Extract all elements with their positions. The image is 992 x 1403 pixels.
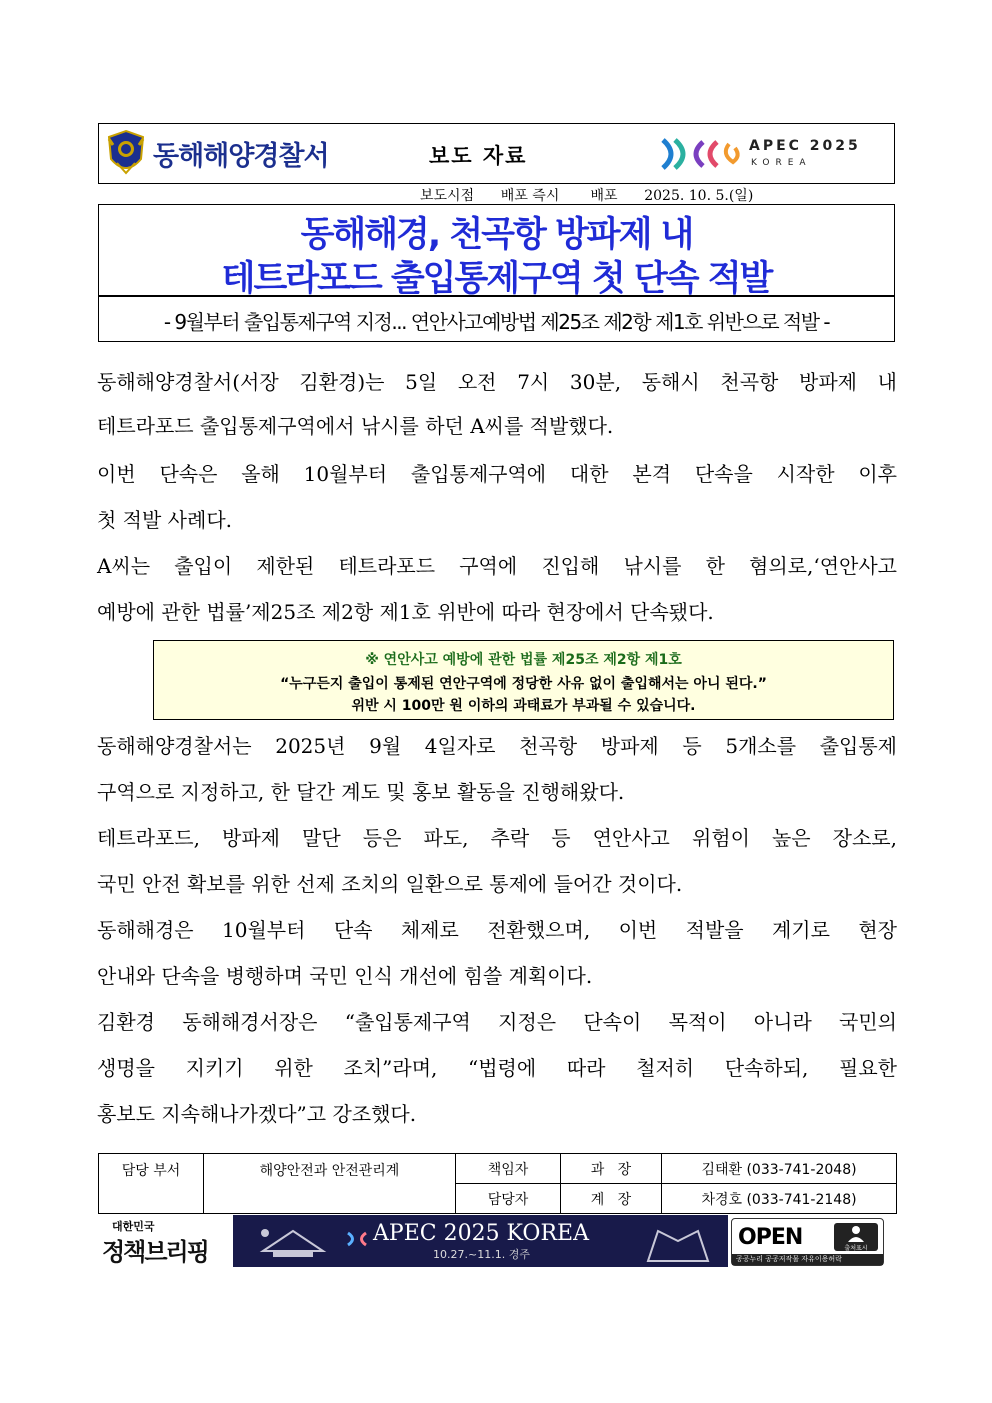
release-timing: 보도시점 배포 즉시 배포 2025. 10. 5.(일) (420, 188, 754, 204)
apec-emblem-icon (659, 134, 745, 174)
contact-person: 차경호 (033-741-2148) (662, 1184, 897, 1214)
open-sub-bar (732, 1254, 883, 1265)
para-7-line-1: 김환경 동해해경서장은 “출입통제구역 지정은 단속이 목적이 아니라 국민의 (97, 1010, 897, 1034)
para-1-line-1: 동해해양경찰서(서장 김환경)는 5일 오전 7시 30분, 동해시 천곡항 방파제 내 (97, 370, 897, 394)
para-5-line-2: 국민 안전 확보를 위한 선제 조치의 일환으로 통제에 들어간 것이다. (97, 872, 683, 896)
coast-guard-emblem-icon (107, 129, 145, 179)
brand-main: 정책브리핑 (102, 1238, 208, 1266)
contact-title: 계 장 (561, 1184, 662, 1214)
headline-line-2: 테트라포드 출입통제구역 첫 단속 적발 (221, 259, 772, 299)
law-quote: “누구든지 출입이 통제된 연안구역에 정당한 사유 없이 출입해서는 아니 된다.” (280, 676, 767, 692)
law-excerpt-box (153, 640, 894, 720)
contact-table (98, 1153, 897, 1214)
headline-box (98, 204, 895, 299)
para-4-line-1: 동해해양경찰서는 2025년 9월 4일자로 천곡항 방파제 등 5개소를 출입통제 (97, 734, 897, 758)
para-5-line-1: 테트라포드, 방파제 말단 등은 파도, 추락 등 연안사고 위험이 높은 장소로, (97, 826, 897, 850)
org-name: 동해해양경찰서 (153, 141, 329, 172)
para-6-line-2: 안내와 단속을 병행하며 국민 인식 개선에 힘쓸 계획이다. (97, 964, 593, 988)
para-6-line-1: 동해해경은 10월부터 단속 체제로 전환했으며, 이번 적발을 계기로 현장 (97, 918, 897, 942)
banner-dates: 10.27.~11.1. 경주 (433, 1248, 530, 1261)
law-penalty: 위반 시 100만 원 이하의 과태료가 부과될 수 있습니다. (351, 698, 696, 714)
contact-role: 담당자 (456, 1184, 561, 1214)
open-sub-text: 공공누리 공공저작물 자유이용허락 (736, 1255, 842, 1263)
subtitle: - 9월부터 출입통제구역 지정... 연안사고예방법 제25조 제2항 제1호 위반으로 적발 - (163, 310, 830, 334)
para-4-line-2: 구역으로 지정하고, 한 달간 계도 및 홍보 활동을 진행해왔다. (97, 780, 625, 804)
banner-title: APEC 2025 KOREA (373, 1221, 589, 1246)
press-header (98, 123, 895, 184)
open-text: OPEN (738, 1225, 803, 1250)
apec-swirl-icon (345, 1227, 369, 1251)
subtitle-box (98, 296, 895, 342)
dept-label: 담당 부서 (99, 1154, 204, 1214)
apec-logo (659, 130, 889, 178)
contact-person: 김태환 (033-741-2048) (662, 1154, 897, 1184)
para-3-line-1: A씨는 출입이 제한된 테트라포드 구역에 진입해 낚시를 한 혐의로,‘연안사고 (97, 554, 897, 578)
apec-logo-text: APEC 2025 (749, 138, 861, 154)
attribution-icon (834, 1223, 878, 1251)
contact-title: 과 장 (561, 1154, 662, 1184)
table-row (99, 1154, 897, 1184)
para-3-line-2: 예방에 관한 법률’제25조 제2항 제1호 위반에 따라 현장에서 단속됐다. (97, 600, 714, 624)
dept-value: 해양안전과 안전관리계 (204, 1154, 456, 1214)
crown-illustration-icon (638, 1221, 718, 1265)
para-7-line-2: 생명을 지키기 위한 조치”라며, “법령에 따라 철저히 단속하되, 필요한 (97, 1056, 897, 1080)
contact-role: 책임자 (456, 1154, 561, 1184)
apec-banner (233, 1215, 728, 1267)
temple-illustration-icon (253, 1221, 333, 1261)
release-label: 보도 자료 (429, 143, 528, 168)
policy-briefing-logo (102, 1222, 228, 1268)
para-2-line-2: 첫 적발 사례다. (97, 508, 232, 532)
kogl-open-badge (731, 1218, 884, 1266)
law-heading: ※ 연안사고 예방에 관한 법률 제25조 제2항 제1호 (365, 652, 682, 668)
attribution-label: 출처표시 (844, 1245, 868, 1252)
headline-line-1: 동해해경, 천곡항 방파제 내 (300, 215, 693, 255)
brand-small: 대한민국 (112, 1220, 155, 1233)
para-7-line-3: 홍보도 지속해나가겠다”고 강조했다. (97, 1102, 417, 1126)
para-2-line-1: 이번 단속은 올해 10월부터 출입통제구역에 대한 본격 단속을 시작한 이후 (97, 462, 897, 486)
para-1-line-2: 테트라포드 출입통제구역에서 낚시를 하던 A씨를 적발했다. (97, 414, 614, 438)
apec-logo-sub: KOREA (751, 158, 812, 168)
